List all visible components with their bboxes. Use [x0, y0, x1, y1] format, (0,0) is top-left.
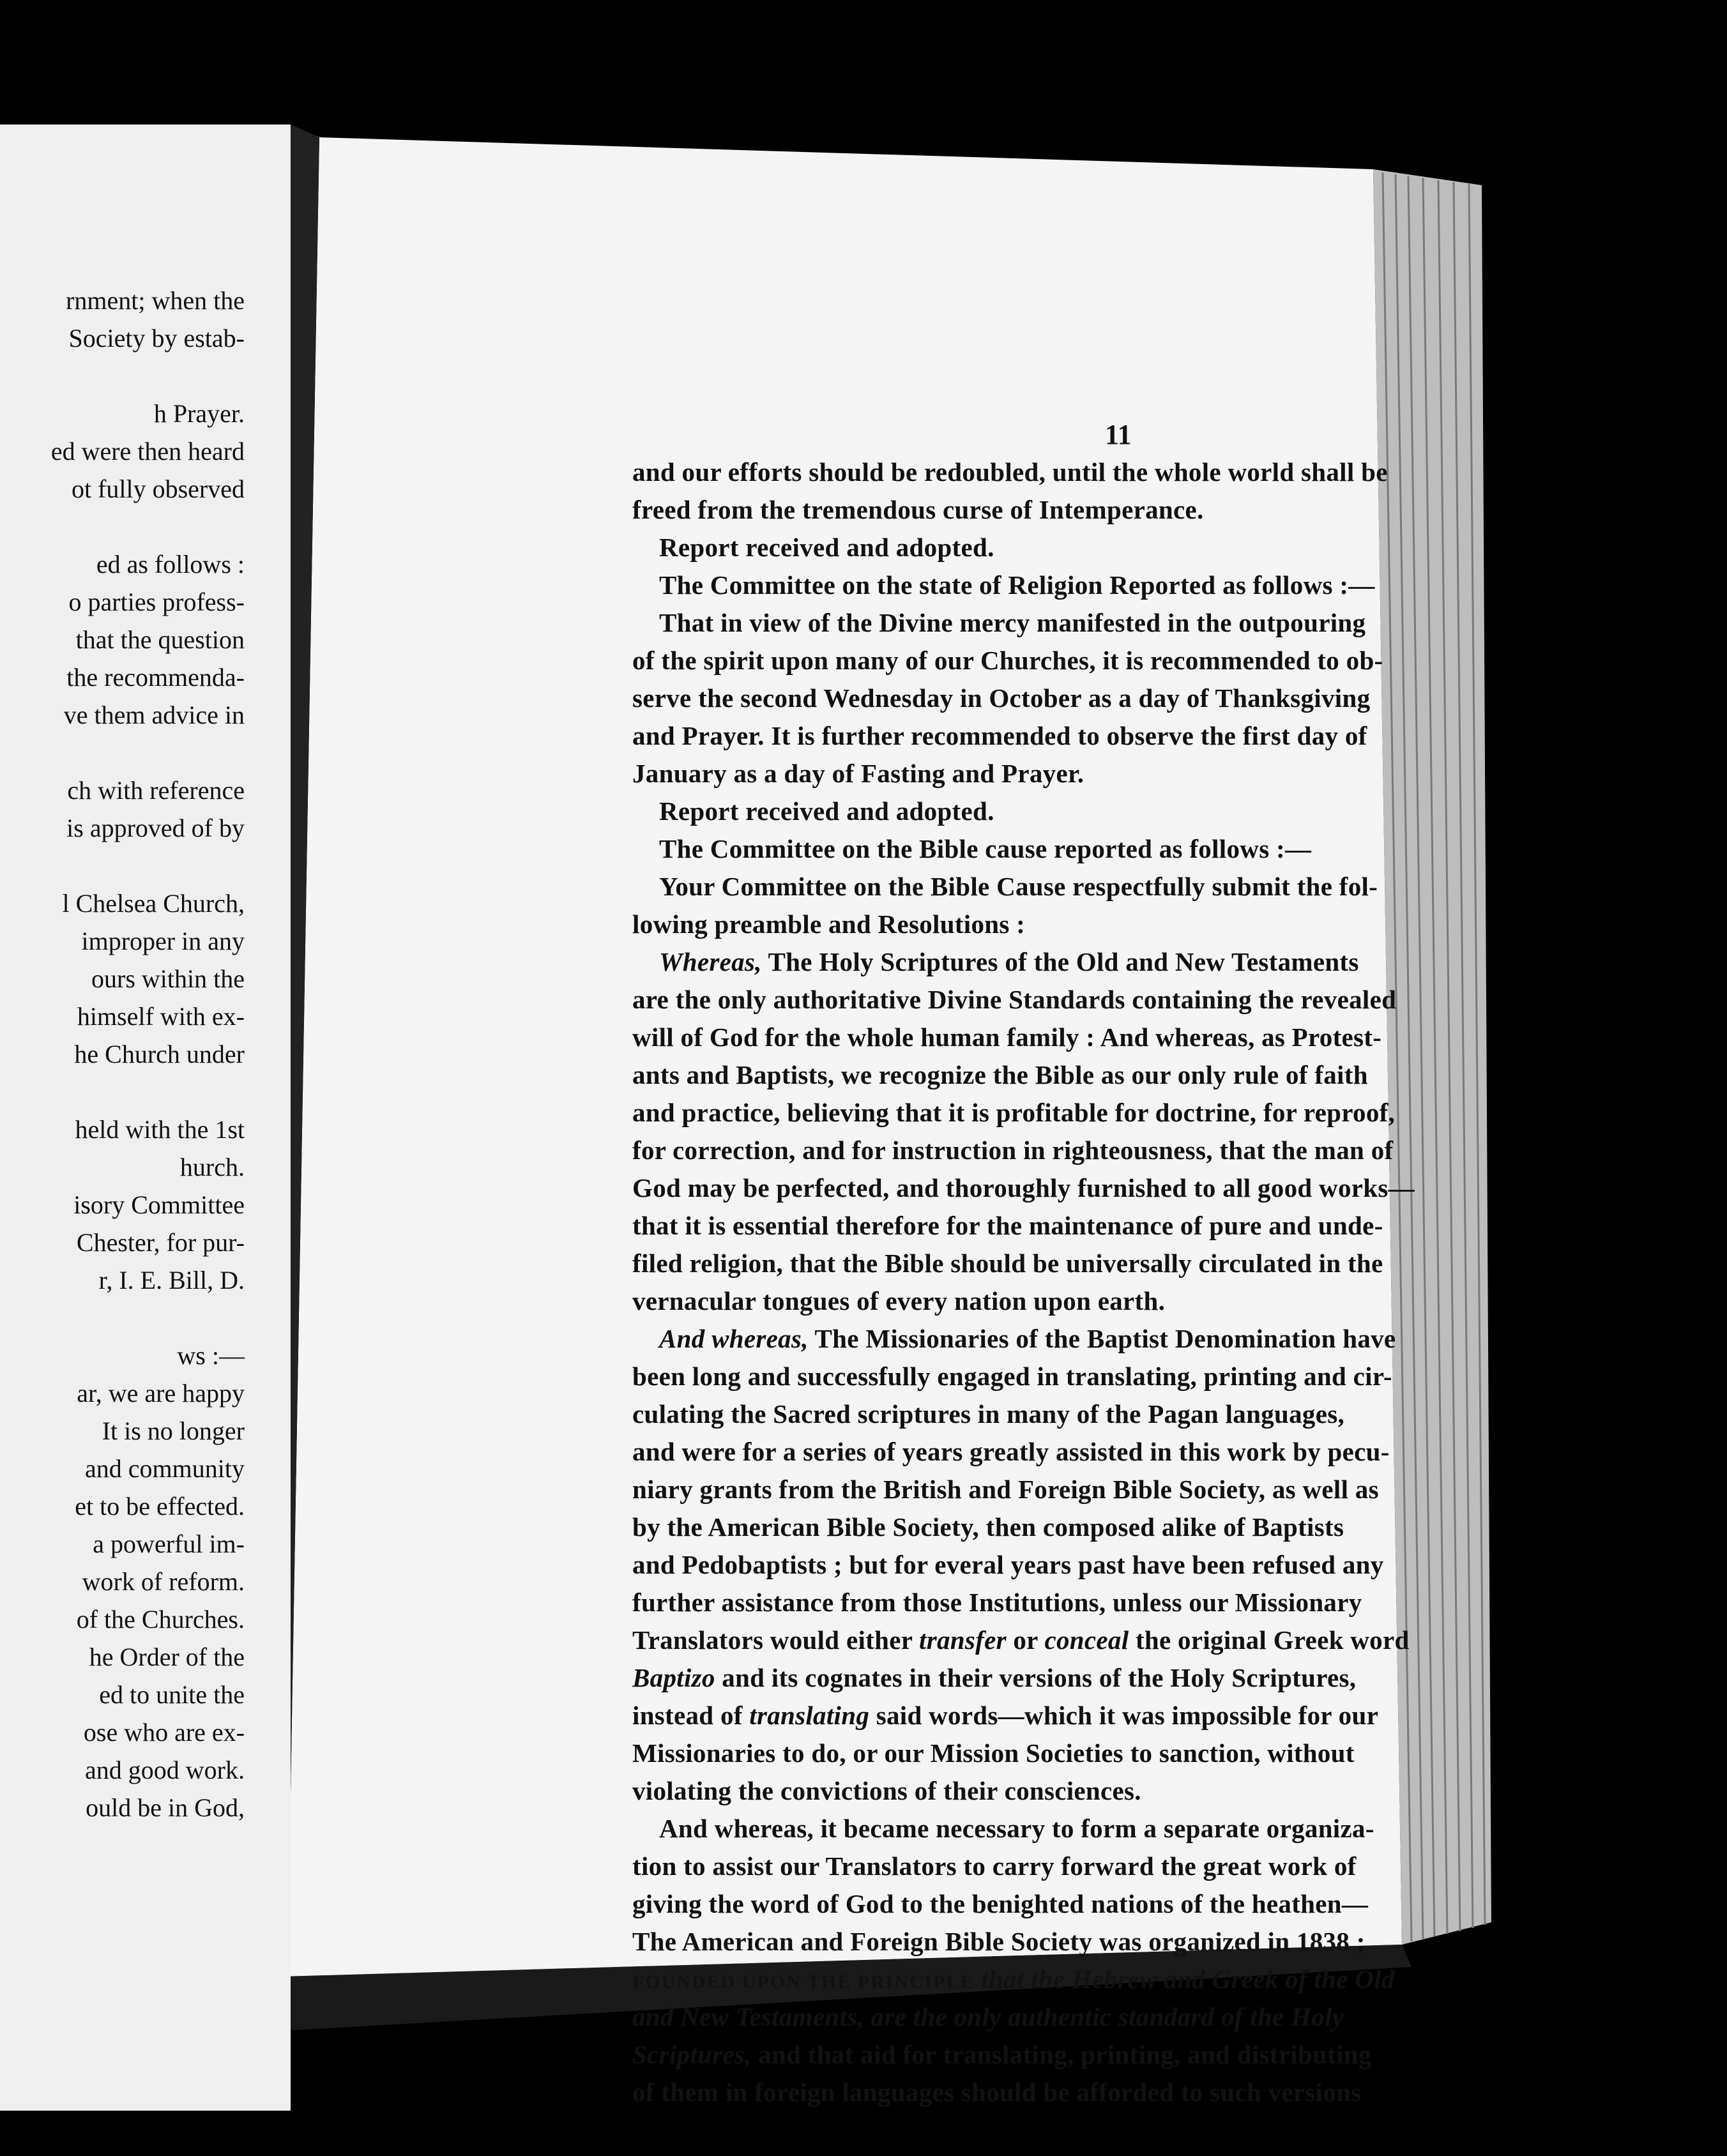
right-page-line — [632, 1625, 1410, 1655]
line-text: are the only authoritative Divine Standards containing the revealed — [632, 985, 1397, 1014]
line-text: filed religion, that the Bible should be universally circulated in the — [632, 1249, 1383, 1278]
right-page-line — [659, 833, 1311, 864]
line-text: and our efforts should be redoubled, until the whole world shall be — [632, 457, 1388, 487]
line-text: Missionaries to do, or our Mission Societies to sanction, without — [632, 1738, 1355, 1768]
line-text: tion to assist our Translators to carry forward the great work of — [632, 1851, 1357, 1881]
left-page-line: Chester, for pur- — [76, 1228, 245, 1257]
left-page-line: ed were then heard — [50, 437, 245, 466]
left-page-line: isory Committee — [73, 1190, 245, 1219]
right-page-line — [632, 909, 1025, 939]
line-text: will of God for the whole human family : And whereas, as Protest- — [632, 1022, 1382, 1052]
line-text: for correction, and for instruction in righteousness, that the man of — [632, 1135, 1394, 1165]
line-text: That in view of the Divine mercy manifested in the outpouring — [659, 608, 1366, 637]
italic-text: Whereas, — [659, 947, 762, 976]
left-page-line: ed as follows : — [96, 550, 245, 579]
page-number: 11 — [1105, 419, 1132, 450]
right-page-line — [632, 2077, 1361, 2107]
line-text: The Committee on the state of Religion Reported as follows :— — [659, 570, 1375, 600]
left-page-line: that the question — [75, 625, 245, 654]
line-text: and its cognates in their versions of the Holy Scriptures, — [715, 1663, 1357, 1692]
right-page-line — [632, 1059, 1368, 1090]
right-page-line — [632, 1436, 1390, 1467]
left-page-line: r, I. E. Bill, D. — [98, 1266, 245, 1294]
right-page-line — [632, 1135, 1393, 1165]
line-text: and Pedobaptists ; but for everal years past have been refused any — [632, 1550, 1384, 1579]
line-text: of them in foreign languages should be afforded to such versions — [632, 2077, 1362, 2107]
right-page-line — [632, 1173, 1415, 1203]
left-page-line: Society by estab- — [68, 324, 245, 353]
right-page-line — [659, 1813, 1374, 1844]
left-page-line: a powerful im- — [93, 1530, 245, 1558]
right-page-line — [632, 984, 1396, 1015]
right-page-line — [659, 1323, 1396, 1354]
right-page-line — [659, 570, 1375, 600]
left-page-line: ot fully observed — [71, 474, 245, 503]
right-page-line — [632, 645, 1383, 676]
line-text: and Prayer. It is further recommended to observe the first day of — [632, 721, 1367, 750]
left-page-line: ours within the — [91, 964, 245, 993]
left-page-line: improper in any — [81, 927, 245, 955]
left-page-line: et to be effected. — [75, 1492, 245, 1521]
right-page-line — [632, 2001, 1344, 2032]
line-text: The Missionaries of the Baptist Denomination have — [808, 1324, 1396, 1353]
right-page-line — [632, 1662, 1356, 1693]
right-page-line — [659, 946, 1359, 977]
line-text: or — [1006, 1625, 1045, 1655]
line-text: that it is essential therefore for the maintenance of pure and unde- — [632, 1211, 1383, 1240]
line-text: Report received and adopted. — [659, 533, 994, 562]
line-text: Your Committee on the Bible Cause respectfully submit the fol- — [659, 872, 1378, 901]
right-page-line — [659, 871, 1378, 902]
left-page-line: ar, we are happy — [77, 1379, 245, 1408]
right-page-line — [632, 2039, 1372, 2070]
left-page-line: and community — [85, 1454, 245, 1483]
line-text: said words—which it was impossible for our — [869, 1701, 1379, 1730]
right-page-line — [632, 1851, 1357, 1881]
right-page-line — [632, 1738, 1355, 1768]
right-page-line — [632, 1926, 1366, 1957]
right-page-line — [632, 1248, 1383, 1279]
line-text: of the spirit upon many of our Churches, it is recommended to ob- — [632, 646, 1383, 675]
italic-text: translating — [749, 1701, 870, 1730]
line-text: The Committee on the Bible cause reported as follows :— — [659, 834, 1312, 863]
line-text: ants and Baptists, we recognize the Bible as our only rule of faith — [632, 1060, 1368, 1089]
line-text: further assistance from those Institutions, unless our Missionary — [632, 1588, 1362, 1617]
right-page-line — [632, 457, 1388, 487]
right-page-line — [659, 796, 994, 826]
right-page-line — [632, 494, 1204, 525]
line-text: January as a day of Fasting and Prayer. — [632, 759, 1084, 788]
right-page — [307, 125, 1680, 2111]
right-page-line — [632, 1549, 1384, 1580]
italic-text: and New Testaments, are the only authentic standard of the Holy — [632, 2002, 1344, 2031]
left-page — [0, 125, 291, 2111]
line-text: niary grants from the British and Foreign Bible Society, as well as — [632, 1475, 1379, 1504]
right-page-line — [632, 1888, 1368, 1919]
left-page-line: h Prayer. — [153, 399, 245, 428]
left-page-line: hurch. — [179, 1153, 245, 1181]
left-page-line: and good work. — [85, 1756, 245, 1784]
right-page-line — [632, 1587, 1362, 1618]
line-text: culating the Sacred scriptures in many of the Pagan languages, — [632, 1399, 1345, 1429]
right-page-line — [632, 1964, 1395, 1998]
line-text: by the American Bible Society, then composed alike of Baptists — [632, 1512, 1344, 1542]
line-text: been long and successfully engaged in translating, printing and cir- — [632, 1362, 1392, 1391]
line-text: FOUNDED UPON THE PRINCIPLE — [632, 1971, 975, 1993]
right-page-line — [659, 532, 994, 563]
left-page-line: held with the 1st — [75, 1115, 245, 1144]
line-text — [975, 1964, 982, 1994]
right-page-line — [632, 758, 1084, 789]
left-page-line: work of reform. — [82, 1567, 245, 1596]
right-page-line — [632, 1286, 1165, 1316]
right-page-line — [632, 1361, 1392, 1392]
line-text: and that aid for translating, printing, and distributing — [751, 2040, 1372, 2069]
line-text: lowing preamble and Resolutions : — [632, 909, 1026, 939]
right-page-line — [632, 1775, 1141, 1806]
left-page-line: rnment; when the — [66, 286, 245, 315]
line-text: violating the convictions of their consciences. — [632, 1776, 1141, 1805]
line-text: the original Greek word — [1129, 1625, 1410, 1655]
left-page-line: ould be in God, — [86, 1793, 245, 1822]
right-page-line — [632, 1512, 1344, 1542]
left-page-line: o parties profess- — [68, 588, 245, 616]
left-page-line: the recommenda- — [66, 663, 245, 692]
right-page-line — [659, 607, 1366, 638]
left-page-line: ve them advice in — [63, 701, 245, 729]
line-text: and practice, believing that it is profitable for doctrine, for reproof, — [632, 1098, 1396, 1127]
right-page-line — [632, 1210, 1383, 1241]
left-page-line: ws :— — [177, 1341, 245, 1370]
left-page-line: is approved of by — [66, 814, 245, 842]
italic-text: that the Hebrew and Greek of the Old — [981, 1964, 1395, 1994]
left-page-line: ed to unite the — [99, 1680, 245, 1709]
right-page-line — [632, 1474, 1379, 1505]
line-text: vernacular tongues of every nation upon earth. — [632, 1286, 1166, 1316]
right-page-line — [632, 1022, 1381, 1052]
line-text: freed from the tremendous curse of Intemperance. — [632, 495, 1204, 524]
left-page-line: he Order of the — [89, 1643, 245, 1671]
line-text: The Holy Scriptures of the Old and New Testaments — [761, 947, 1359, 976]
left-page-line: of the Churches. — [76, 1605, 245, 1634]
italic-text: Baptizo — [632, 1663, 715, 1692]
italic-text: transfer — [919, 1625, 1007, 1655]
left-page-line: he Church under — [74, 1040, 245, 1068]
right-page-line — [632, 683, 1370, 713]
left-page-line: himself with ex- — [77, 1002, 245, 1031]
left-page-line: It is no longer — [102, 1416, 245, 1445]
line-text: instead of — [632, 1701, 750, 1730]
italic-text: Scriptures, — [632, 2040, 752, 2069]
line-text: and were for a series of years greatly assisted in this work by pecu- — [632, 1437, 1390, 1466]
left-page-line: ose who are ex- — [83, 1718, 245, 1747]
line-text: Translators would either — [632, 1625, 920, 1655]
line-text: The American and Foreign Bible Society was organized in 1838 ; — [632, 1927, 1366, 1956]
italic-text: conceal — [1044, 1625, 1129, 1655]
right-page-line — [632, 1399, 1344, 1429]
line-text: And whereas, it became necessary to form a separate organiza- — [659, 1814, 1374, 1843]
right-page-line — [632, 1097, 1395, 1128]
left-page-line: ch with reference — [67, 776, 245, 805]
italic-text: And whereas, — [659, 1324, 809, 1353]
right-page-line — [632, 1700, 1378, 1731]
right-page-line — [632, 720, 1367, 751]
left-page-line: l Chelsea Church, — [62, 889, 245, 918]
line-text: God may be perfected, and thoroughly furnished to all good works— — [632, 1173, 1415, 1203]
line-text: serve the second Wednesday in October as a day of Thanksgiving — [632, 683, 1371, 713]
line-text: giving the word of God to the benighted nations of the heathen— — [632, 1889, 1369, 1918]
line-text: Report received and adopted. — [659, 796, 994, 826]
